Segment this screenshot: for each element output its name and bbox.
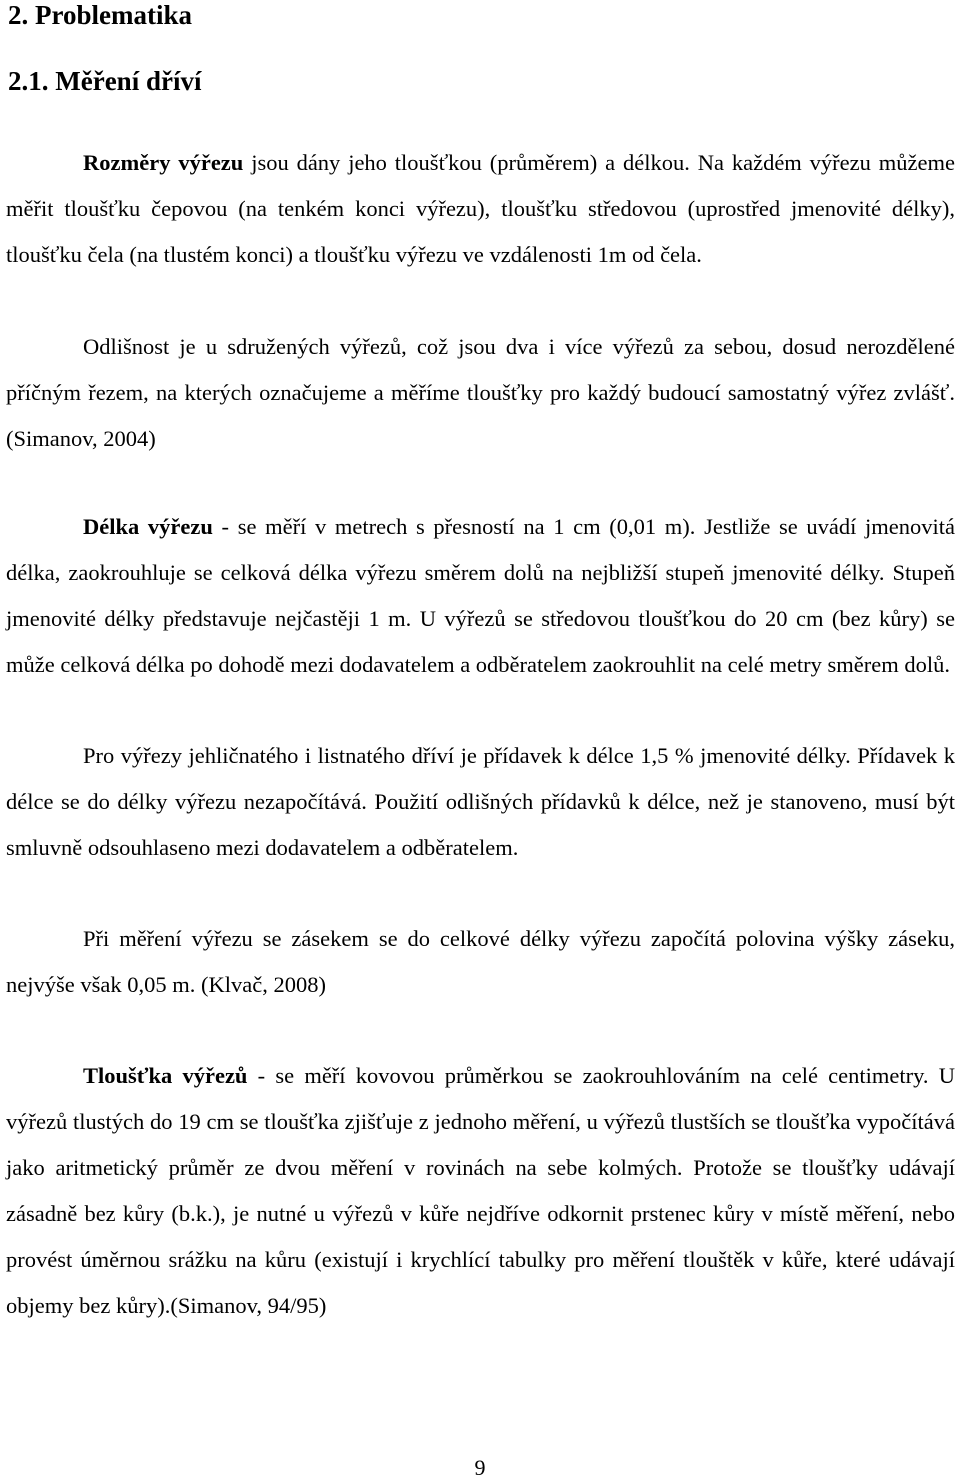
paragraph-length-text: - se měří v metrech s přesností na 1 cm (0,01 m). Jestliže se uvádí jmenovitá délka, zaokrouhluje se celková délka výřezu směrem dolů na nejbližší stupeň jmenovité délky. Stupeň jmenovité délky představuje nejčastěji 1 m. U výřezů se středovou tloušťkou do 20 cm (bez kůry) se může celková délka po dohodě mezi dodavatelem a odběratelem zaokrouhlit na celé metry směrem dolů.	[6, 514, 955, 677]
paragraph-dimensions-text: jsou dány jeho tloušťkou (průměrem) a délkou. Na každém výřezu můžeme měřit tloušťku čepovou (na tenkém konci výřezu), tloušťku středovou (uprostřed jmenovité délky), tloušťku čela (na tlustém konci) a tloušťku výřezu ve vzdálenosti 1m od čela.	[6, 150, 955, 267]
paragraph-allowance-text: Pro výřezy jehličnatého i listnatého dříví je přídavek k délce 1,5 % jmenovité délky. Přídavek k délce se do délky výřezu nezapočítává. Použití odlišných přídavků k délce, než je stanoveno, musí být smluvně odsouhlaseno mezi dodavatelem a odběratelem.	[6, 743, 955, 860]
term-length: Délka výřezu	[83, 514, 213, 539]
paragraph-length	[6, 504, 955, 688]
section-heading: 2.1. Měření dříví	[8, 66, 202, 96]
paragraph-allowance	[6, 733, 955, 871]
paragraph-thickness-text: - se měří kovovou průměrkou se zaokrouhlováním na celé centimetry. U výřezů tlustých do 19 cm se tloušťka zjišťuje z jednoho měření, u výřezů tlustších se tloušťka vypočítává jako aritmetický průměr ze dvou měření v rovinách na sebe kolmých. Protože se tloušťky udávají zásadně bez kůry (b.k.), je nutné u výřezů v kůře nejdříve odkornit prstenec kůry v místě měření, nebo provést úměrnou srážku na kůru (existují i krychlící tabulky pro měření tlouštěk v kůře, které udávají objemy bez kůry).(Simanov, 94/95)	[6, 1063, 955, 1318]
paragraph-notch	[6, 916, 955, 1008]
page-number: 9	[474, 1455, 486, 1480]
term-dimensions: Rozměry výřezu	[83, 150, 244, 175]
chapter-heading: 2. Problematika	[8, 0, 192, 30]
paragraph-dimensions	[6, 140, 955, 278]
paragraph-thickness	[6, 1053, 955, 1329]
term-thickness: Tloušťka výřezů	[83, 1063, 248, 1088]
paragraph-joined-logs	[6, 324, 955, 462]
paragraph-joined-logs-text: Odlišnost je u sdružených výřezů, což jsou dva i více výřezů za sebou, dosud nerozdělené příčným řezem, na kterých označujeme a měříme tloušťky pro každý budoucí samostatný výřez zvlášť. (Simanov, 2004)	[6, 334, 955, 451]
paragraph-notch-text: Při měření výřezu se zásekem se do celkové délky výřezu započítá polovina výšky záseku, nejvýše však 0,05 m. (Klvač, 2008)	[6, 926, 955, 997]
